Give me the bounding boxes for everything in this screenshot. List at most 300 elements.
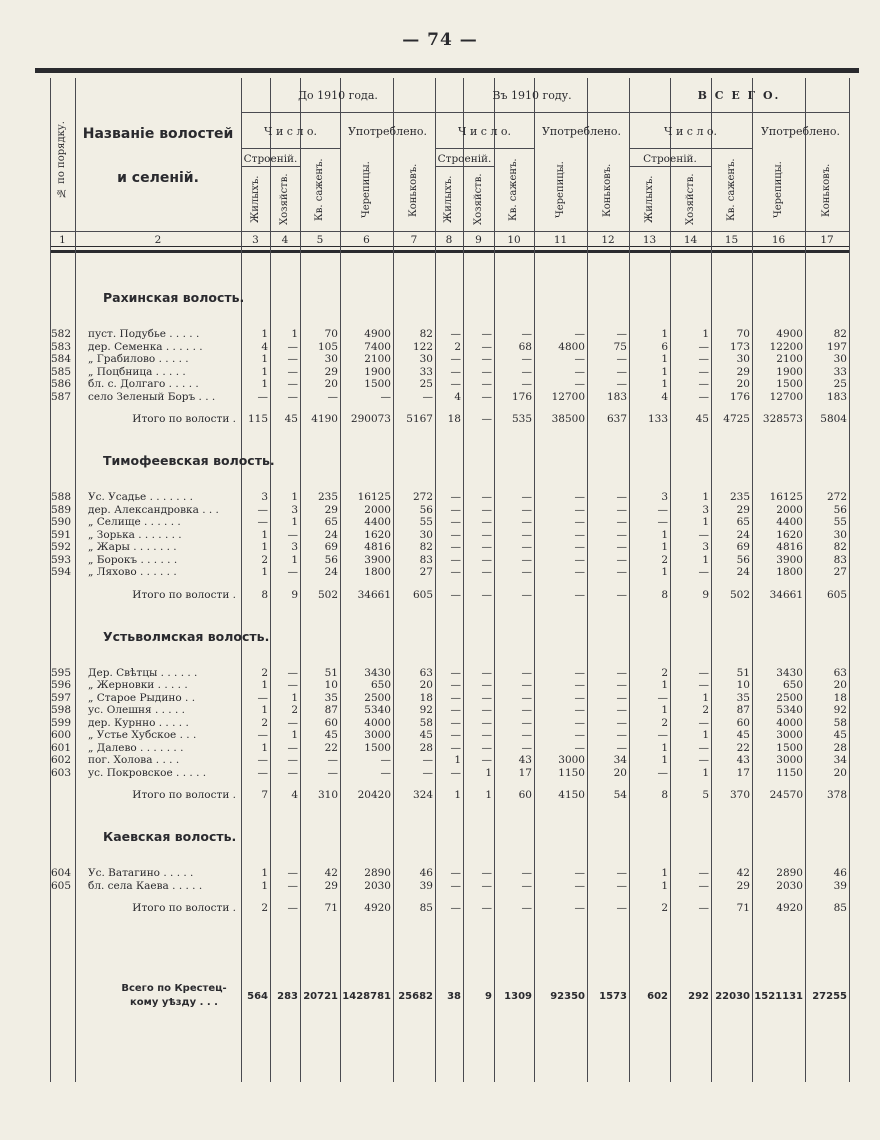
- total-value: 370: [729, 789, 750, 801]
- cell-value: —: [422, 754, 433, 766]
- cell-value: 1: [661, 328, 668, 340]
- cell-value: —: [450, 691, 461, 704]
- header-line-stroeniy: [241, 166, 300, 167]
- grand-total-value: 564: [247, 991, 268, 1002]
- cell-value: —: [521, 503, 532, 516]
- cell-value: 30: [419, 528, 433, 541]
- grand-total-value: 1309: [504, 991, 532, 1002]
- cell-value: —: [481, 365, 492, 378]
- cell-value: —: [380, 754, 391, 766]
- row-name: пуст. Подубье . . . . .: [88, 328, 200, 340]
- cell-value: 55: [833, 516, 847, 528]
- cell-value: 45: [419, 729, 433, 741]
- grand-total-value: 38: [447, 991, 461, 1002]
- cell-value: —: [481, 340, 492, 353]
- cell-value: —: [481, 867, 492, 879]
- cell-value: —: [481, 666, 492, 679]
- cell-value: 20: [736, 378, 750, 390]
- total-value: 4920: [364, 902, 391, 914]
- cell-value: —: [422, 766, 433, 779]
- total-value: 4150: [558, 789, 585, 801]
- cell-value: —: [257, 691, 268, 704]
- column-number: 14: [683, 234, 698, 246]
- section-title: Тимофеевская волость.: [103, 453, 275, 468]
- kv-sazhen-header: Кв. саженъ.: [314, 158, 325, 222]
- cell-value: 65: [324, 516, 338, 528]
- row-number: 591: [50, 528, 71, 541]
- total-label: Итого по волости .: [132, 789, 236, 801]
- cell-value: 20: [833, 766, 847, 779]
- row-name: „ Борокъ . . . . . .: [88, 553, 178, 566]
- cell-value: —: [616, 553, 627, 566]
- cell-value: 1: [702, 491, 709, 503]
- cell-value: —: [380, 766, 391, 779]
- cell-value: 2100: [364, 353, 391, 365]
- cell-value: 1: [261, 353, 268, 365]
- cell-value: —: [574, 553, 585, 566]
- cell-value: 12700: [769, 390, 803, 403]
- total-value: 5804: [820, 413, 847, 425]
- cell-value: 30: [324, 353, 338, 365]
- cell-value: —: [450, 378, 461, 390]
- cell-value: —: [450, 353, 461, 365]
- col-line: [463, 78, 464, 1082]
- cell-value: 20: [324, 378, 338, 390]
- cell-value: 2: [261, 553, 268, 566]
- total-value: —: [481, 902, 492, 914]
- cell-value: —: [481, 378, 492, 390]
- column-number: 4: [281, 234, 289, 246]
- cell-value: 70: [736, 328, 750, 340]
- total-value: 328573: [762, 413, 803, 425]
- cell-value: —: [257, 729, 268, 741]
- cell-value: 83: [419, 553, 433, 566]
- stroeniy-header: Строеній.: [643, 153, 697, 165]
- col-line: [670, 78, 671, 1082]
- row-number: 605: [50, 879, 71, 892]
- total-value: 9: [291, 588, 298, 601]
- total-value: 34661: [769, 588, 803, 601]
- cell-value: 1: [661, 365, 668, 378]
- cell-value: —: [481, 328, 492, 340]
- cell-value: —: [521, 378, 532, 390]
- cell-value: 272: [826, 491, 847, 503]
- cell-value: 46: [419, 867, 433, 879]
- cell-value: —: [574, 741, 585, 754]
- cell-value: —: [257, 503, 268, 516]
- col-line: [587, 78, 588, 1082]
- cell-value: 1: [661, 754, 668, 766]
- cell-value: —: [616, 716, 627, 729]
- cell-value: —: [574, 679, 585, 691]
- cell-value: 1: [261, 541, 268, 553]
- cell-value: —: [616, 679, 627, 691]
- cell-value: 2030: [364, 879, 391, 892]
- cell-value: 1: [261, 867, 268, 879]
- cell-value: —: [657, 766, 668, 779]
- cell-value: 35: [736, 691, 750, 704]
- cell-value: 1: [261, 328, 268, 340]
- cell-value: 25: [833, 378, 847, 390]
- cell-value: —: [422, 390, 433, 403]
- cell-value: —: [327, 754, 338, 766]
- grand-total-label: кому уѣзду . . .: [130, 997, 218, 1008]
- cell-value: 30: [833, 353, 847, 365]
- cell-value: 51: [736, 666, 750, 679]
- cell-value: 25: [419, 378, 433, 390]
- cell-value: 1: [291, 328, 298, 340]
- total-value: 1: [485, 789, 492, 801]
- cell-value: —: [574, 879, 585, 892]
- khozyaystv-header: Хозяйств.: [279, 173, 290, 225]
- cell-value: —: [450, 666, 461, 679]
- grand-total-value: 25682: [398, 991, 433, 1002]
- row-name: „ Старое Рыдино . .: [88, 691, 196, 704]
- cell-value: 1: [661, 879, 668, 892]
- cell-value: —: [574, 716, 585, 729]
- cell-value: 3000: [776, 729, 803, 741]
- cell-value: 51: [324, 666, 338, 679]
- total-label: Итого по волости .: [132, 413, 236, 425]
- cell-value: —: [574, 704, 585, 716]
- cell-value: 28: [833, 741, 847, 754]
- row-number: 594: [50, 566, 71, 578]
- row-number: 599: [50, 716, 71, 729]
- row-number: 602: [50, 754, 71, 766]
- cell-value: 20: [613, 766, 627, 779]
- cell-value: 4000: [776, 716, 803, 729]
- row-name: „ Поцбница . . . . .: [88, 365, 186, 378]
- row-name: Дер. Свѣтцы . . . . . .: [88, 666, 198, 679]
- cell-value: 29: [324, 503, 338, 516]
- cell-value: 68: [518, 340, 532, 353]
- header-rule: [50, 250, 849, 253]
- cell-value: 4900: [776, 328, 803, 340]
- cell-value: 33: [833, 365, 847, 378]
- cell-value: —: [481, 729, 492, 741]
- cell-value: 24: [736, 528, 750, 541]
- cell-value: 35: [324, 691, 338, 704]
- cell-value: —: [481, 741, 492, 754]
- cell-value: 6: [661, 340, 668, 353]
- total-value: 60: [518, 789, 532, 801]
- cell-value: —: [616, 879, 627, 892]
- cell-value: 4816: [776, 541, 803, 553]
- konkov-header: Коньковъ.: [408, 163, 419, 217]
- cell-value: —: [521, 716, 532, 729]
- total-value: 38500: [551, 413, 585, 425]
- cell-value: 2: [261, 716, 268, 729]
- cell-value: 1: [454, 754, 461, 766]
- total-value: —: [574, 902, 585, 914]
- column-group-header: До 1910 года.: [298, 89, 378, 102]
- cell-value: 17: [736, 766, 750, 779]
- cell-value: —: [327, 766, 338, 779]
- cell-value: 2: [261, 666, 268, 679]
- col-line: [849, 78, 850, 1082]
- cell-value: —: [698, 390, 709, 403]
- cell-value: 63: [833, 666, 847, 679]
- cell-value: —: [287, 666, 298, 679]
- header-line-groups: [241, 112, 849, 113]
- cell-value: —: [657, 503, 668, 516]
- total-value: 4: [291, 789, 298, 801]
- cell-value: 69: [736, 541, 750, 553]
- cell-value: —: [698, 679, 709, 691]
- grand-total-value: 1521131: [754, 991, 803, 1002]
- grand-total-value: 22030: [715, 991, 750, 1002]
- column-number: 16: [771, 234, 786, 246]
- cell-value: —: [450, 704, 461, 716]
- total-value: 20420: [357, 789, 391, 801]
- cell-value: 30: [419, 353, 433, 365]
- row-name: „ Грабилово . . . . .: [88, 353, 189, 365]
- cell-value: —: [450, 365, 461, 378]
- cell-value: —: [450, 491, 461, 503]
- cell-value: —: [327, 390, 338, 403]
- total-value: 34661: [357, 588, 391, 601]
- cell-value: 183: [606, 390, 627, 403]
- row-number: 588: [50, 491, 71, 503]
- total-value: 637: [606, 413, 627, 425]
- cell-value: 20: [833, 679, 847, 691]
- cell-value: 176: [511, 390, 532, 403]
- cell-value: 5340: [776, 704, 803, 716]
- cell-value: —: [521, 491, 532, 503]
- total-value: 45: [695, 413, 709, 425]
- cell-value: 1: [661, 704, 668, 716]
- cell-value: 1: [661, 541, 668, 553]
- cell-value: —: [521, 879, 532, 892]
- cell-value: —: [616, 365, 627, 378]
- cell-value: —: [616, 328, 627, 340]
- cell-value: 1150: [776, 766, 803, 779]
- total-value: 8: [661, 789, 668, 801]
- cell-value: —: [521, 365, 532, 378]
- cell-value: 1: [261, 365, 268, 378]
- total-value: 71: [324, 902, 338, 914]
- cell-value: —: [481, 516, 492, 528]
- header-line-chislo: [241, 148, 340, 149]
- total-value: —: [616, 588, 627, 601]
- cell-value: —: [616, 729, 627, 741]
- row-number: 589: [50, 503, 71, 516]
- cell-value: —: [616, 691, 627, 704]
- col-line: [805, 78, 806, 1082]
- cell-value: —: [616, 741, 627, 754]
- cell-value: 4800: [558, 340, 585, 353]
- total-value: 9: [702, 588, 709, 601]
- grand-total-value: 602: [647, 991, 668, 1002]
- upotrebleno-header: Употреблено.: [760, 125, 841, 138]
- cell-value: —: [574, 328, 585, 340]
- row-number: 586: [50, 378, 71, 390]
- cell-value: —: [698, 365, 709, 378]
- konkov-header: Коньковъ.: [821, 163, 832, 217]
- cell-value: —: [698, 716, 709, 729]
- cell-value: 2000: [776, 503, 803, 516]
- cell-value: 43: [518, 754, 532, 766]
- total-value: —: [450, 902, 461, 914]
- total-value: 54: [613, 789, 627, 801]
- cherepitsy-header: Черепицы.: [554, 161, 566, 219]
- cell-value: 42: [736, 867, 750, 879]
- column-group-header: Въ 1910 году.: [492, 89, 572, 102]
- cell-value: —: [521, 541, 532, 553]
- cell-value: 69: [324, 541, 338, 553]
- cell-value: 183: [826, 390, 847, 403]
- cell-value: —: [521, 328, 532, 340]
- cell-value: 2000: [364, 503, 391, 516]
- cell-value: —: [287, 766, 298, 779]
- cell-value: 1620: [364, 528, 391, 541]
- cell-value: 18: [419, 691, 433, 704]
- cell-value: 1: [261, 566, 268, 578]
- cell-value: —: [657, 516, 668, 528]
- cell-value: —: [616, 378, 627, 390]
- cell-value: 4816: [364, 541, 391, 553]
- cell-value: 18: [833, 691, 847, 704]
- row-name: село Зеленый Боръ . . .: [88, 390, 216, 403]
- cell-value: 87: [736, 704, 750, 716]
- column-group-header: В С Е Г О.: [697, 89, 781, 102]
- row-number: 583: [50, 340, 71, 353]
- cell-value: 1: [661, 867, 668, 879]
- cell-value: —: [521, 704, 532, 716]
- cell-value: 22: [324, 741, 338, 754]
- cell-value: —: [450, 516, 461, 528]
- cell-value: 1: [702, 691, 709, 704]
- upotrebleno-header: Употреблено.: [347, 125, 428, 138]
- cell-value: —: [574, 729, 585, 741]
- cherepitsy-header: Черепицы.: [360, 161, 372, 219]
- col-line: [494, 78, 495, 1082]
- cell-value: —: [450, 553, 461, 566]
- khozyaystv-header: Хозяйств.: [684, 173, 696, 225]
- cell-value: 4400: [364, 516, 391, 528]
- row-name: ус. Покровское . . . . .: [88, 766, 207, 779]
- total-value: 5167: [406, 413, 433, 425]
- cell-value: 92: [419, 704, 433, 716]
- upotrebleno-header: Употреблено.: [541, 125, 622, 138]
- cell-value: —: [481, 503, 492, 516]
- total-value: 1: [454, 789, 461, 801]
- col-line: [629, 78, 630, 1082]
- cell-value: 60: [324, 716, 338, 729]
- cell-value: —: [574, 541, 585, 553]
- row-name: „ Селище . . . . . .: [88, 516, 181, 528]
- col-line: [300, 78, 301, 1082]
- cell-value: 3: [661, 491, 668, 503]
- cell-value: 87: [324, 704, 338, 716]
- cell-value: 1800: [776, 566, 803, 578]
- cell-value: —: [257, 516, 268, 528]
- cell-value: —: [450, 541, 461, 553]
- total-value: 535: [511, 413, 532, 425]
- cell-value: 55: [419, 516, 433, 528]
- cell-value: —: [481, 754, 492, 766]
- row-name: дер. Семенка . . . . . .: [88, 340, 203, 353]
- cell-value: —: [287, 867, 298, 879]
- cell-value: —: [450, 679, 461, 691]
- cell-value: —: [698, 528, 709, 541]
- cell-value: —: [574, 867, 585, 879]
- cell-value: —: [450, 766, 461, 779]
- row-number: 598: [50, 704, 71, 716]
- cell-value: 4400: [776, 516, 803, 528]
- column-number: 2: [154, 234, 162, 246]
- cell-value: —: [481, 353, 492, 365]
- cell-value: 34: [833, 754, 847, 766]
- stroeniy-header: Строеній.: [243, 153, 298, 165]
- total-value: 605: [826, 588, 847, 601]
- cell-value: —: [521, 729, 532, 741]
- cell-value: 1: [702, 766, 709, 779]
- total-value: 4190: [311, 413, 338, 425]
- total-value: 310: [317, 789, 338, 801]
- cell-value: —: [616, 704, 627, 716]
- cell-value: 1: [291, 553, 298, 566]
- row-number: 585: [50, 365, 71, 378]
- total-value: —: [521, 902, 532, 914]
- grand-total-value: 1573: [599, 991, 627, 1002]
- cell-value: 1: [291, 729, 298, 741]
- cell-value: —: [616, 353, 627, 365]
- cell-value: 1: [661, 378, 668, 390]
- cell-value: 1500: [776, 378, 803, 390]
- row-name: дер. Александровка . . .: [88, 503, 219, 516]
- cell-value: —: [574, 378, 585, 390]
- row-name: ус. Олешня . . . . .: [88, 704, 185, 716]
- cell-value: 29: [324, 365, 338, 378]
- grand-total-value: 92350: [550, 991, 585, 1002]
- total-value: 85: [833, 902, 847, 914]
- cell-value: 29: [736, 365, 750, 378]
- total-value: 8: [661, 588, 668, 601]
- section-title: Каевская волость.: [103, 829, 237, 844]
- header-rule-thin: [50, 246, 849, 247]
- row-number: 603: [50, 766, 71, 779]
- total-value: 324: [412, 789, 433, 801]
- cell-value: 2500: [776, 691, 803, 704]
- cell-value: 58: [833, 716, 847, 729]
- cell-value: —: [616, 491, 627, 503]
- column-number: 1: [59, 234, 66, 246]
- col-line: [534, 78, 535, 1082]
- cell-value: 28: [419, 741, 433, 754]
- cell-value: 2100: [776, 353, 803, 365]
- kv-sazhen-header: Кв. саженъ.: [725, 158, 737, 222]
- cell-value: —: [698, 879, 709, 892]
- total-value: —: [698, 902, 709, 914]
- row-name: „ Устье Хубское . . .: [88, 729, 197, 741]
- cell-value: 3900: [776, 553, 803, 566]
- cell-value: 4900: [364, 328, 391, 340]
- cell-value: —: [481, 691, 492, 704]
- cell-value: 45: [324, 729, 338, 741]
- cell-value: 24: [324, 566, 338, 578]
- cell-value: 1: [261, 378, 268, 390]
- cell-value: —: [450, 528, 461, 541]
- cell-value: 24: [736, 566, 750, 578]
- cell-value: 45: [833, 729, 847, 741]
- cell-value: 1: [702, 553, 709, 566]
- cell-value: —: [574, 353, 585, 365]
- cell-value: —: [521, 666, 532, 679]
- cell-value: —: [287, 741, 298, 754]
- total-value: 502: [729, 588, 750, 601]
- cell-value: —: [287, 679, 298, 691]
